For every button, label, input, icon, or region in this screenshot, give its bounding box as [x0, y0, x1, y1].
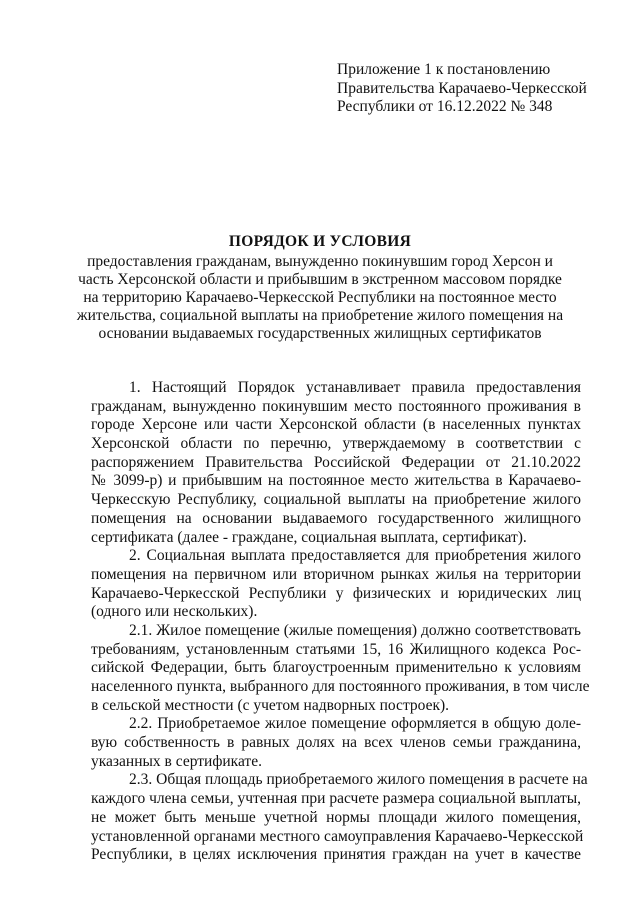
paragraph-2-1-line: в сельской местности (с учетом надворных построек).	[91, 696, 450, 714]
document-body	[91, 379, 590, 865]
annex-line: Приложение 1 к постановлению	[337, 61, 551, 78]
paragraph-1-line: гражданам, вынужденно покинувшим место постоянного проживания в	[91, 397, 581, 415]
paragraph-2-3-line: каждого члена семьи, учтенная при расчете размера социальной выплаты,	[91, 790, 582, 808]
document-subtitle	[0, 253, 640, 343]
paragraph-1-line: 1. Настоящий Порядок устанавливает правила предоставления	[129, 379, 581, 396]
paragraph-1-line: городе Херсоне или части Херсонской области (в населенных пунктах	[91, 416, 581, 434]
subtitle-line: часть Херсонской области и прибывшим в экстренном массовом порядке	[78, 271, 562, 288]
paragraph-2-2-line: указанных в сертификате.	[91, 752, 262, 770]
paragraph-2-line: 2. Социальная выплата предоставляется для приобретения жилого	[129, 547, 581, 565]
annex-line: Республики от 16.12.2022 № 348	[337, 98, 553, 115]
paragraph-2-1-line: 2.1. Жилое помещение (жилые помещения) должно соответствовать	[129, 621, 581, 639]
paragraph-1-line: Черкесскую Республику, социальной выплаты на приобретение жилого	[91, 491, 581, 509]
subtitle-line: предоставления гражданам, вынужденно покинувшим город Херсон и	[87, 253, 553, 270]
subtitle-line: на территорию Карачаево-Черкесской Республики на постоянное место	[83, 289, 557, 306]
paragraph-1-line: Херсонской области по перечню, утверждаемому в соответствии с	[91, 435, 581, 453]
paragraph-1-line: помещения на основании выдаваемого государственного жилищного	[91, 509, 581, 527]
paragraph-2-1-line: населенного пункта, выбранного для постоянного проживания, в том числе	[91, 678, 590, 695]
annex-line: Правительства Карачаево-Черкесской	[337, 79, 587, 97]
annex-header	[337, 61, 627, 117]
paragraph-2-2-line: вую собственность в равных долях на всех членов семьи гражданина,	[91, 734, 581, 752]
paragraph-1-line: сертификата (далее - граждане, социальная выплата, сертификат).	[91, 528, 527, 546]
paragraph-2-line: Карачаево-Черкесской Республики у физических и юридических лиц	[91, 584, 581, 602]
paragraph-2-1-line: сийской Федерации, быть благоустроенным применительно к условиям	[91, 659, 581, 677]
paragraph-2-1-line: требованиям, установленным статьями 15, 16 Жилищного кодекса Рос-	[91, 640, 581, 658]
subtitle-line: основании выдаваемых государственных жилищных сертификатов	[98, 325, 542, 342]
paragraph-2-line: (одного или нескольких).	[91, 603, 258, 621]
paragraph-2-3-line: не может быть меньше учетной нормы площади жилого помещения,	[91, 808, 581, 826]
paragraph-2-3-line: 2.3. Общая площадь приобретаемого жилого помещения в расчете на	[129, 771, 588, 789]
document-title: ПОРЯДОК И УСЛОВИЯ	[228, 233, 412, 250]
paragraph-2-2-line: 2.2. Приобретаемое жилое помещение оформляется в общую доле-	[129, 715, 581, 733]
paragraph-1-line: № 3099-р) и прибывшим на постоянное место жительства в Карачаево-	[91, 472, 581, 490]
paragraph-2-3-line: установленной органами местного самоуправления Карачаево-Черкесской	[91, 827, 584, 845]
paragraph-2-line: помещения на первичном или вторичном рынках жилья на территории	[91, 565, 581, 583]
subtitle-line: жительства, социальной выплаты на приобретение жилого помещения на	[76, 307, 564, 324]
paragraph-2-3-line: Республики, в целях исключения принятия граждан на учет в качестве	[91, 846, 581, 864]
paragraph-1-line: распоряжением Правительства Российской Федерации от 21.10.2022	[91, 453, 581, 471]
